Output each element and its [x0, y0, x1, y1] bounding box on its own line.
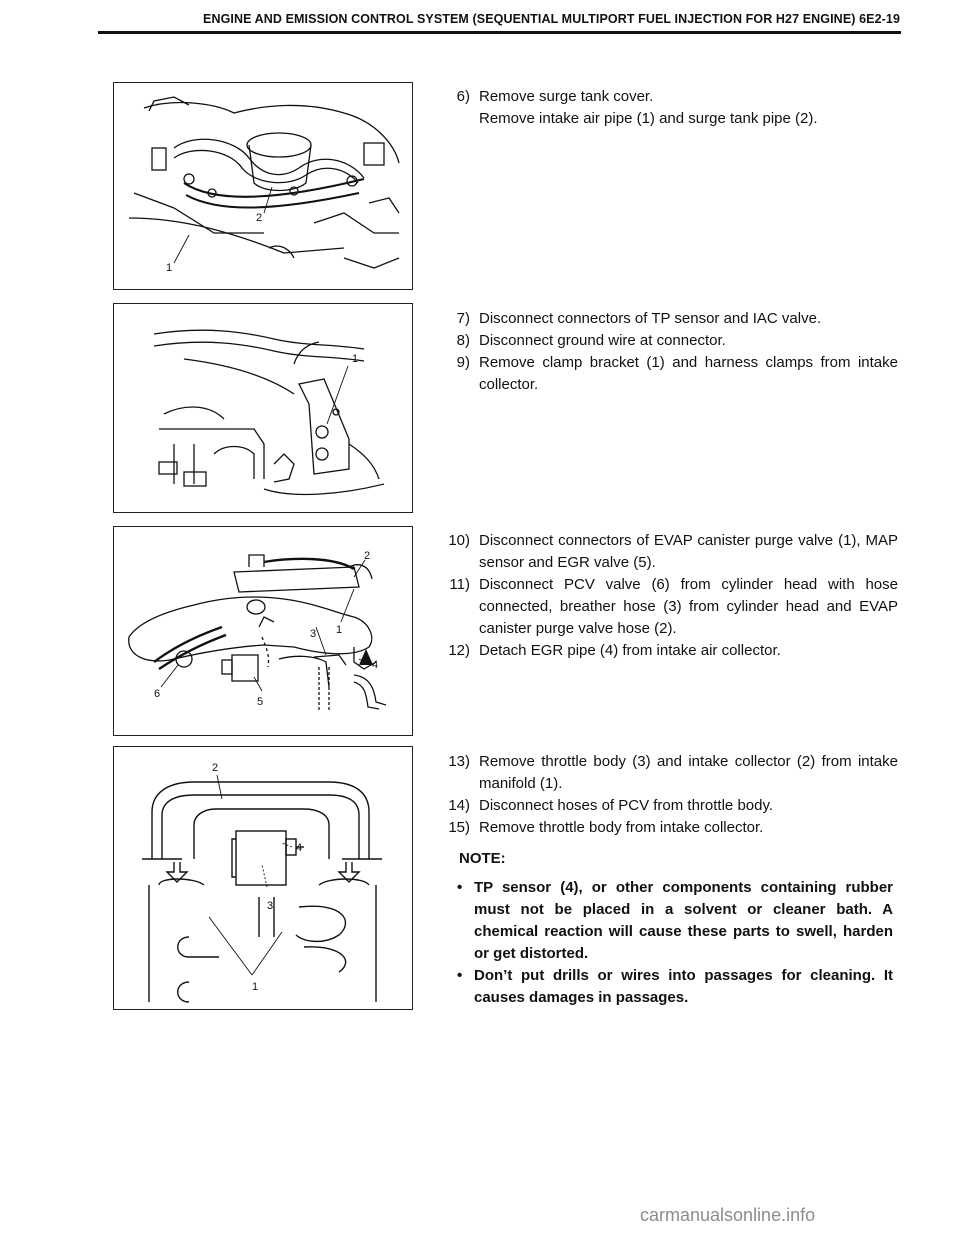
page-header: ENGINE AND EMISSION CONTROL SYSTEM (SEQUENTIAL MULTIPORT FUEL INJECTION FOR H27 ENGINE) 6E2-19 — [203, 12, 900, 26]
steps-surge-tank — [440, 86, 898, 130]
steps-throttle-body — [440, 751, 898, 839]
step-number: 9) — [456, 354, 470, 371]
step-text: Disconnect PCV valve (6) from cylinder head with hose connected, breather hose (3) from cylinder head and EVAP canister purge valve hose (2). — [479, 576, 898, 637]
steps-connectors — [440, 308, 898, 396]
step-number: 13) — [448, 753, 470, 770]
figure-clamp-bracket — [113, 303, 413, 513]
step-number: 8) — [456, 332, 470, 349]
step-text: Detach EGR pipe (4) from intake air collector. — [479, 642, 781, 659]
note-item — [457, 877, 893, 965]
step-number: 14) — [448, 797, 470, 814]
figure-evap-egr — [113, 526, 413, 736]
figure3-callout-5: 5 — [257, 696, 264, 708]
step-line: Remove intake air pipe (1) and surge tank pipe (2). — [479, 110, 818, 127]
figure3-callout-4: 4 — [372, 659, 379, 671]
surge-tank-diagram — [114, 83, 412, 289]
step-number: 10) — [448, 532, 470, 549]
step-text: Disconnect ground wire at connector. — [479, 332, 726, 349]
note-list — [457, 877, 893, 1009]
figure4-callout-3: 3 — [267, 900, 274, 912]
figure1-callout-2: 2 — [256, 212, 263, 224]
clamp-bracket-diagram — [114, 304, 412, 512]
bullet-icon: • — [457, 879, 463, 896]
step-number: 7) — [456, 310, 470, 327]
step-item — [440, 352, 898, 396]
figure3-callout-3: 3 — [310, 628, 317, 640]
note-title: NOTE: — [459, 850, 506, 867]
evap-egr-diagram — [114, 527, 412, 735]
note-item — [457, 965, 893, 1009]
step-item — [440, 751, 898, 795]
bullet-icon: • — [457, 967, 463, 984]
figure-surge-tank — [113, 82, 413, 290]
step-item — [440, 330, 898, 352]
step-item — [440, 795, 898, 817]
step-item — [440, 530, 898, 574]
note-text: Don’t put drills or wires into passages for cleaning. It causes damages in passages. — [474, 967, 893, 1006]
step-item — [440, 640, 898, 662]
step-item — [440, 308, 898, 330]
steps-evap-egr — [440, 530, 898, 662]
step-text: Remove clamp bracket (1) and harness clamps from intake collector. — [479, 354, 898, 393]
watermark: carmanualsonline.info — [640, 1205, 816, 1225]
step-number: 6) — [456, 88, 470, 105]
step-text: Remove throttle body (3) and intake collector (2) from intake manifold (1). — [479, 753, 898, 792]
figure3-callout-6: 6 — [154, 688, 161, 700]
step-item — [440, 817, 898, 839]
step-text: Disconnect hoses of PCV from throttle body. — [479, 797, 774, 814]
note-text: TP sensor (4), or other components containing rubber must not be placed in a solvent or cleaner bath. A chemical reaction will cause these parts to swell, harden or get distorted. — [474, 879, 893, 962]
step-text: Disconnect connectors of EVAP canister purge valve (1), MAP sensor and EGR valve (5). — [479, 532, 898, 571]
figure2-callout-1: 1 — [352, 353, 359, 365]
header-rule — [98, 31, 901, 34]
figure4-callout-2: 2 — [212, 762, 219, 774]
step-item — [440, 86, 898, 130]
figure3-callout-1: 1 — [336, 624, 343, 636]
figure4-callout-4: 4 — [296, 842, 303, 854]
step-number: 15) — [448, 819, 470, 836]
step-text: Remove throttle body from intake collector. — [479, 819, 764, 836]
step-item — [440, 574, 898, 640]
figure4-callout-1: 1 — [252, 981, 259, 993]
step-text: Disconnect connectors of TP sensor and IAC valve. — [479, 310, 822, 327]
step-number: 12) — [448, 642, 470, 659]
figure-throttle-body — [113, 746, 413, 1010]
throttle-body-diagram — [114, 747, 412, 1009]
step-line: Remove surge tank cover. — [479, 88, 654, 105]
step-number: 11) — [449, 576, 470, 593]
figure1-callout-1: 1 — [166, 262, 173, 274]
step-text — [479, 86, 898, 130]
figure3-callout-2: 2 — [364, 550, 371, 562]
